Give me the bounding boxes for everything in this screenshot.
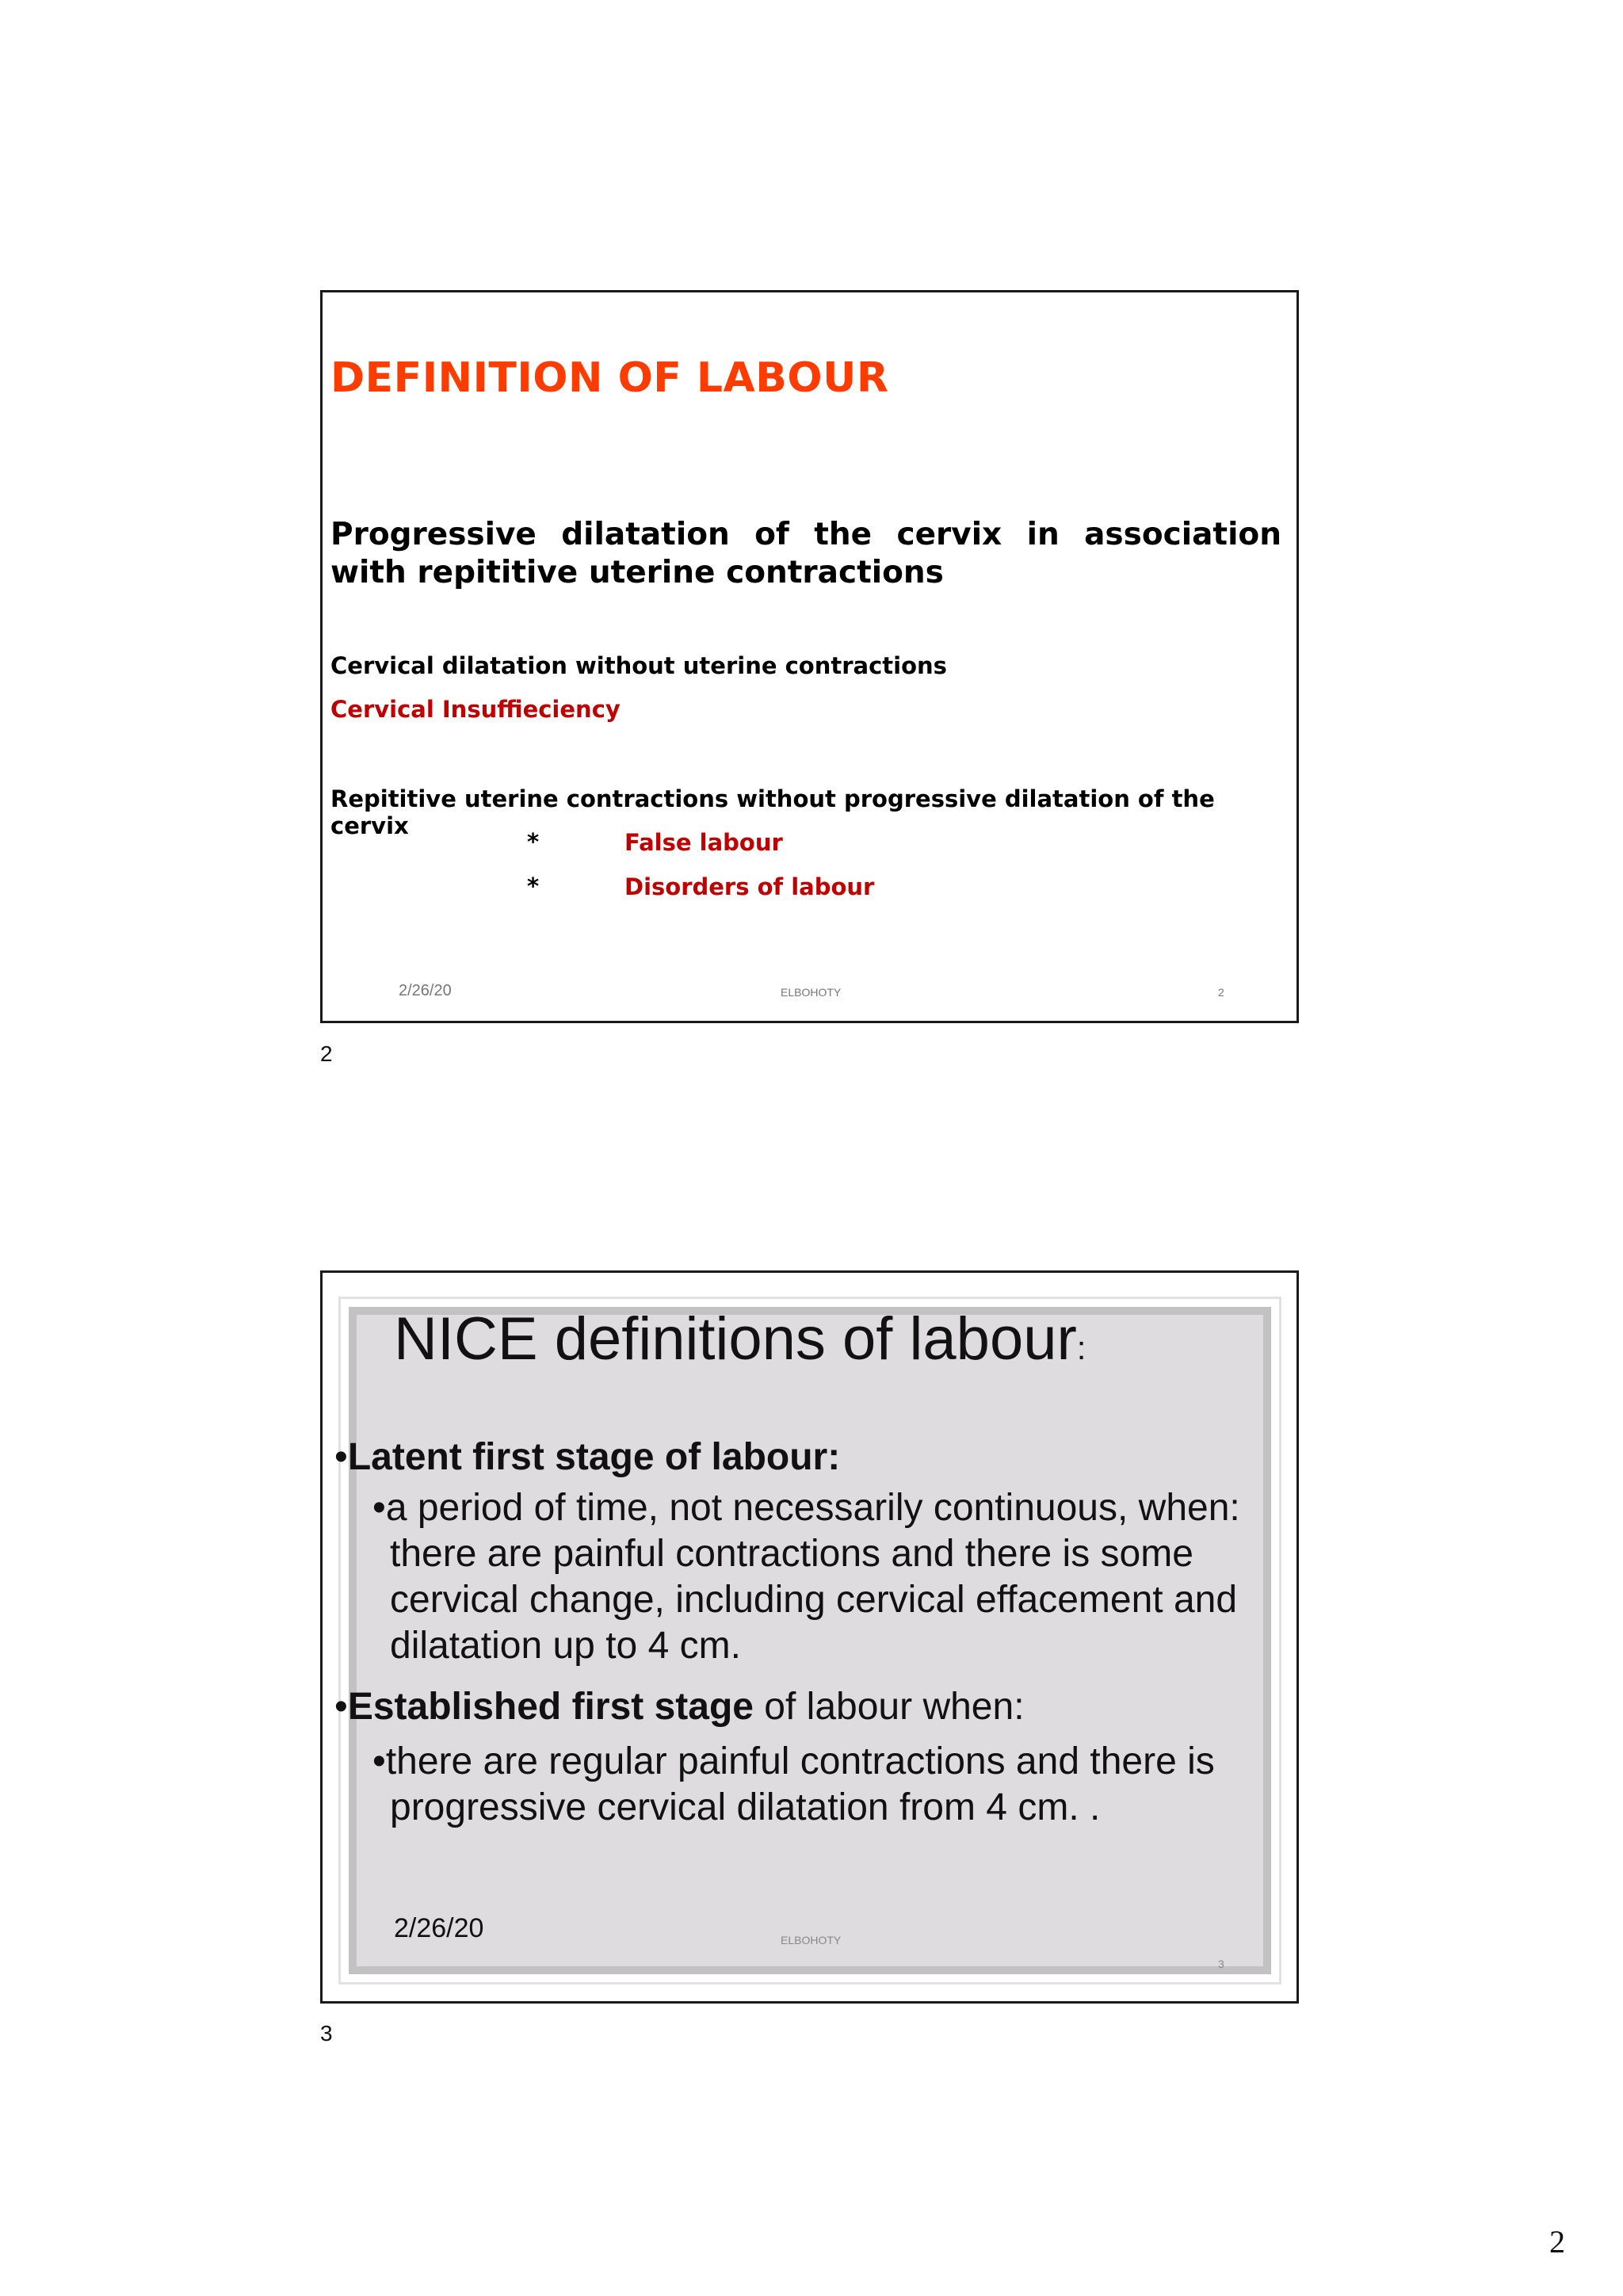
- repetitive-contractions-line: Repititive uterine contractions without progressive dilatation of the cervix: [330, 785, 1215, 839]
- slide-nice-definitions: [320, 1270, 1299, 2004]
- cervical-insufficiency-label: Cervical Insuffieciency: [330, 696, 621, 723]
- slide-footer-author: ELBOHOTY: [781, 1934, 842, 1946]
- slide-title: [394, 1305, 1086, 1373]
- false-labour-item: False labour: [624, 829, 783, 856]
- page-number: 2: [1549, 2224, 1565, 2260]
- established-stage-description: [372, 1739, 1262, 1831]
- latent-stage-heading: Latent first stage of labour:: [347, 1436, 841, 1478]
- slide-footer-page: 3: [1218, 1958, 1224, 1970]
- latent-stage-description: [372, 1485, 1262, 1669]
- slide-title: DEFINITION OF LABOUR: [330, 354, 889, 402]
- bullet-dot: •: [334, 1436, 348, 1478]
- established-stage-heading-rest: of labour when:: [753, 1686, 1025, 1728]
- bullet-marker: *: [527, 873, 540, 900]
- slide-definition-of-labour: [320, 290, 1299, 1023]
- slide-footer-author: ELBOHOTY: [781, 986, 842, 999]
- definition-text: Progressive dilatation of the cervix in association with repititive uterine contractions: [330, 517, 1281, 590]
- established-stage-bullet: [334, 1684, 1025, 1730]
- slide-footer-page: 2: [1218, 986, 1224, 999]
- bullet-dot: •: [372, 1487, 386, 1529]
- slide-number: 2: [320, 1041, 333, 1066]
- bullet-marker: *: [527, 828, 540, 855]
- slide-number: 3: [320, 2021, 333, 2046]
- title-colon: :: [1076, 1329, 1086, 1366]
- bullet-dot: •: [334, 1686, 348, 1728]
- established-stage-text: there are regular painful contractions and there is progressive cervical dilatation from 4 cm. .: [385, 1740, 1215, 1828]
- bullet-dot: •: [372, 1740, 386, 1782]
- established-stage-heading: Established first stage: [347, 1686, 754, 1728]
- cervical-dilatation-line: Cervical dilatation without uterine contractions: [330, 652, 947, 679]
- latent-stage-bullet: [334, 1435, 840, 1480]
- latent-stage-text: a period of time, not necessarily continuous, when: there are painful contractions and there is some cervical change, including cervical effacement and dilatation up to 4 cm.: [385, 1487, 1240, 1667]
- disorders-of-labour-item: Disorders of labour: [624, 873, 875, 900]
- slide-footer-date: 2/26/20: [394, 1913, 484, 1943]
- slide-footer-date: 2/26/20: [399, 982, 452, 999]
- title-text: NICE definitions of labour: [394, 1305, 1077, 1373]
